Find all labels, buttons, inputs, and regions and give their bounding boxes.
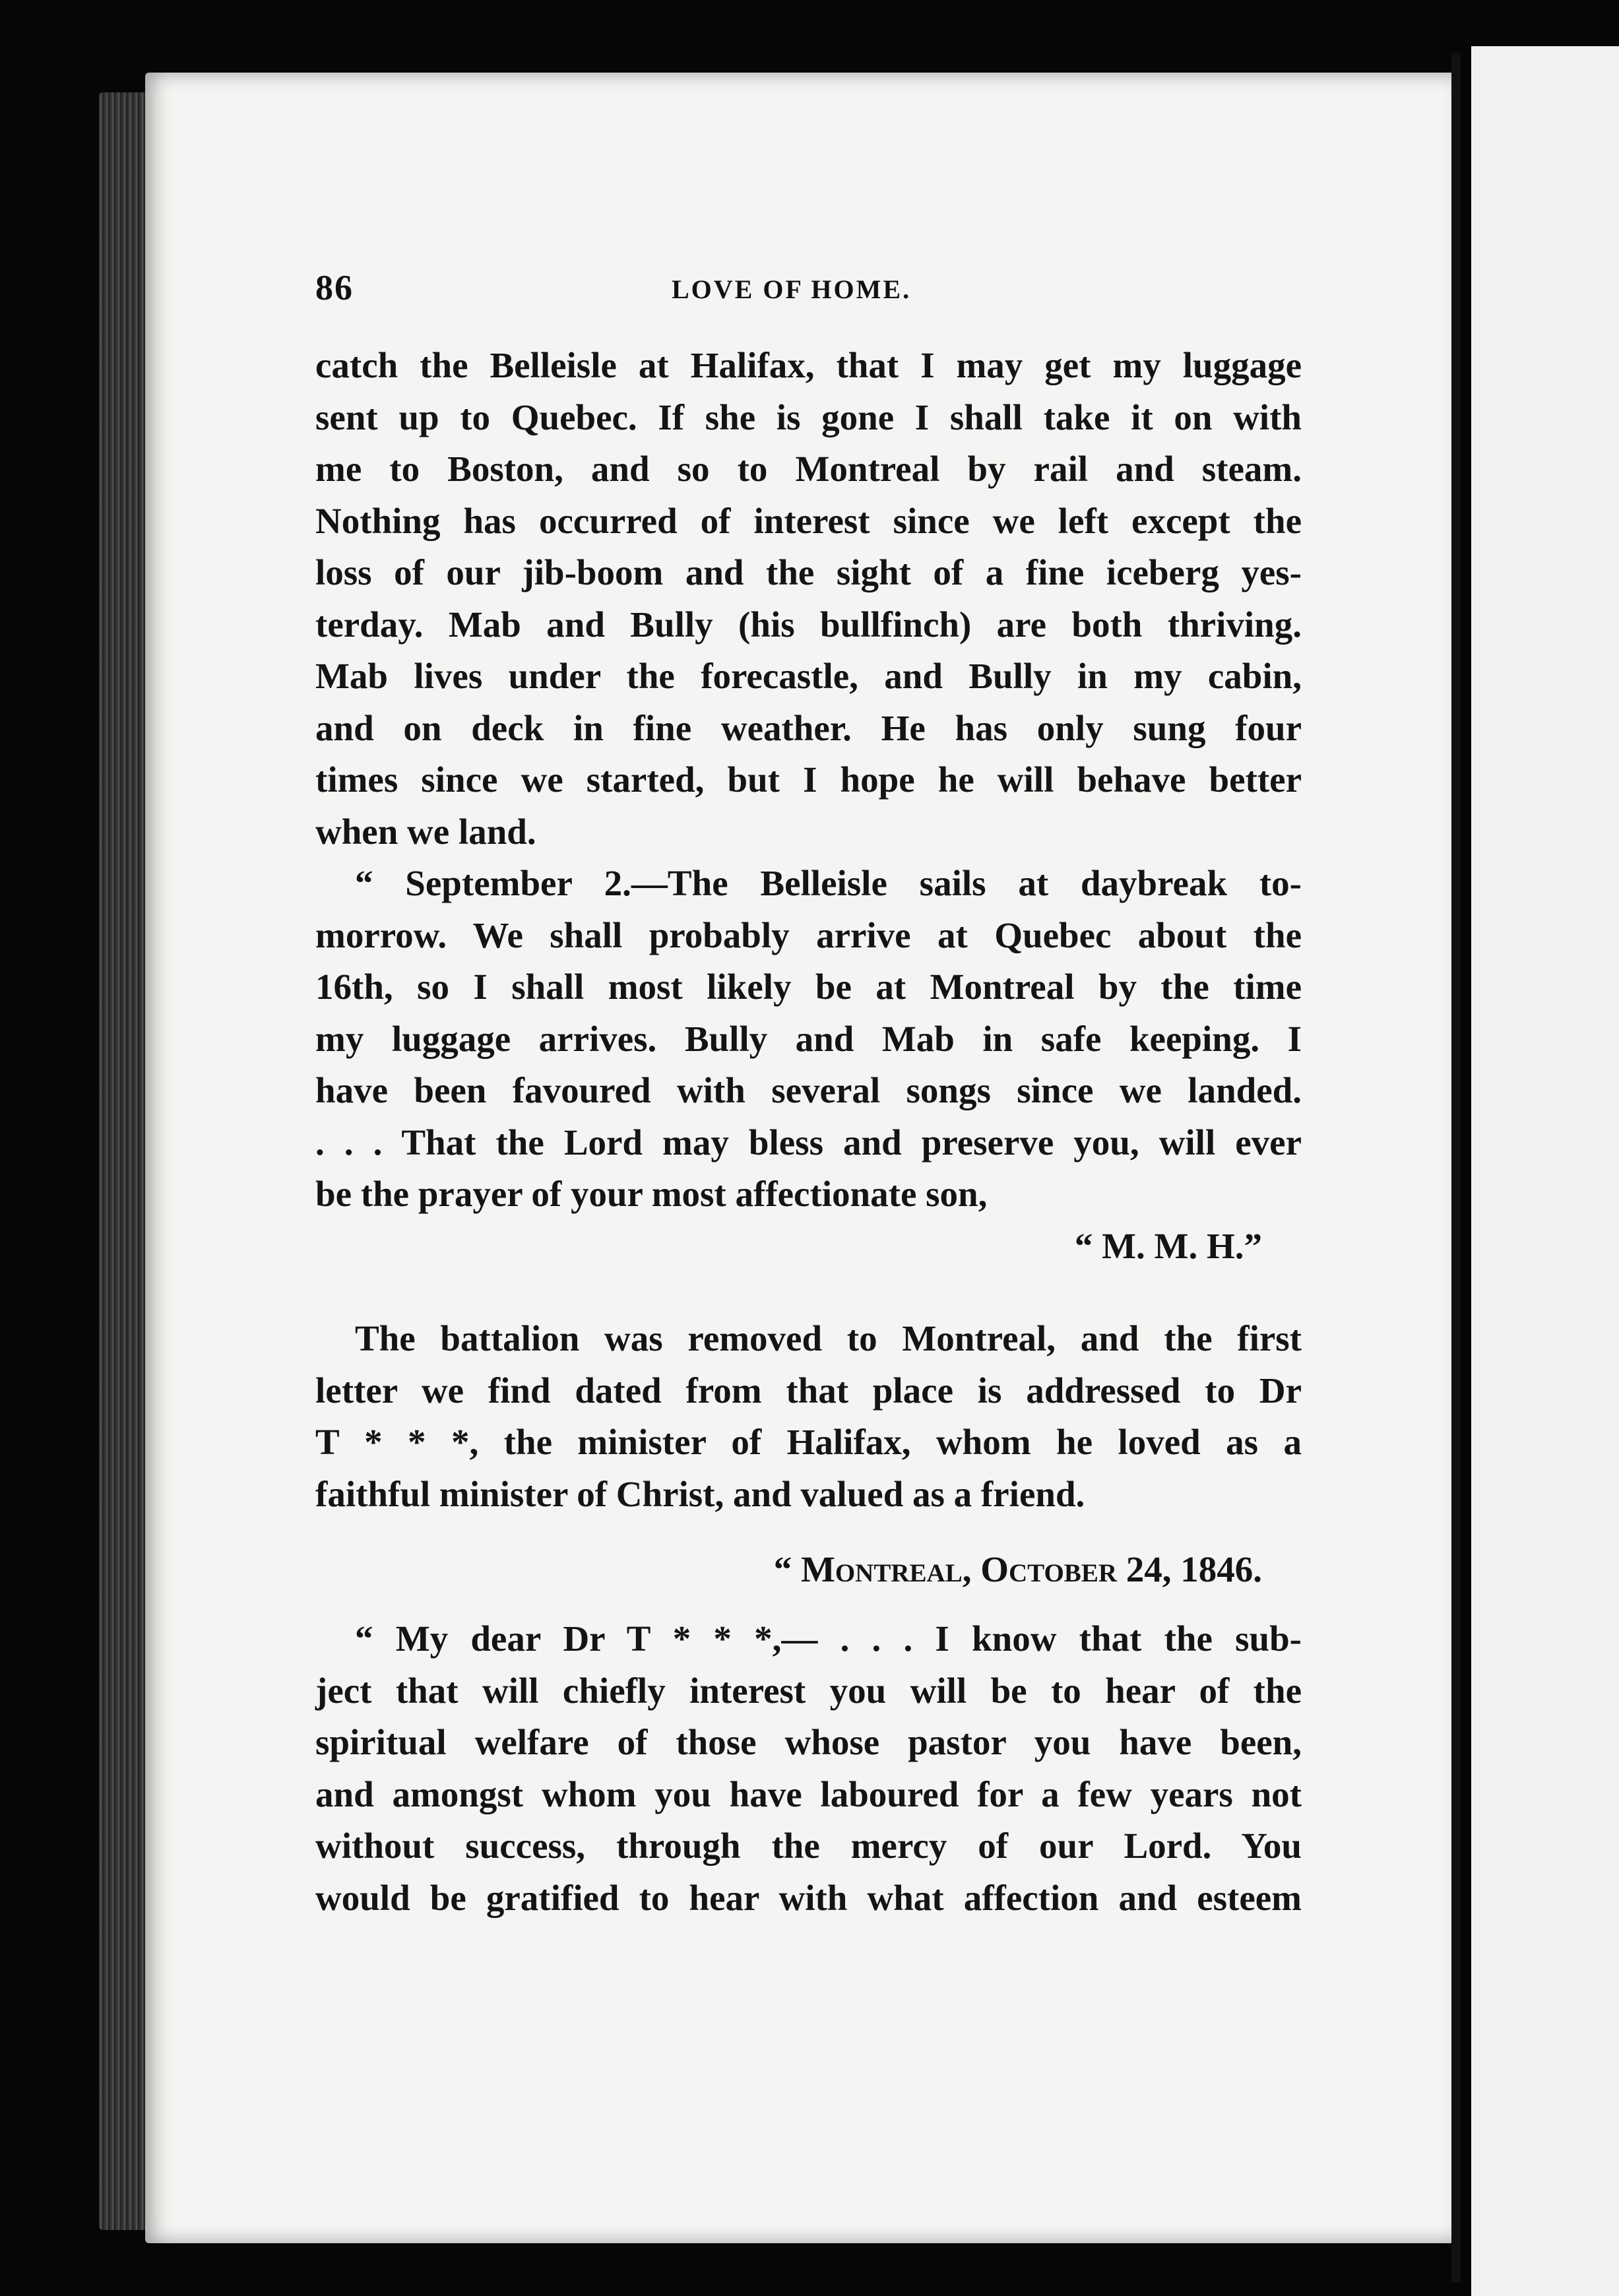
text-line: faithful minister of Christ, and valued as a friend. <box>315 1473 1085 1514</box>
text-line: spiritual welfare of those whose pastor you have been, <box>315 1722 1302 1762</box>
text-line: . . . That the Lord may bless and preserve you, will ever <box>315 1122 1302 1163</box>
text-line: and amongst whom you have laboured for a few years not <box>315 1773 1302 1814</box>
text-line: and on deck in fine weather. He has only sung four <box>315 707 1302 748</box>
text-line: The battalion was removed to Montreal, and the first <box>355 1318 1302 1358</box>
text-line: me to Boston, and so to Montreal by rail and steam. <box>315 449 1302 489</box>
page-number: 86 <box>315 268 354 307</box>
text-line: times since we started, but I hope he will behave better <box>315 759 1302 800</box>
text-line: Mab lives under the forecastle, and Bully in my cabin, <box>315 656 1302 696</box>
text-line: when we land. <box>315 811 536 852</box>
text-line: letter we find dated from that place is addressed to Dr <box>315 1370 1302 1411</box>
text-line: “ My dear Dr T * * *,— . . . I know that the sub- <box>355 1618 1302 1659</box>
text-line: “ September 2.—The Belleisle sails at daybreak to- <box>355 863 1302 903</box>
running-title: LOVE OF HOME. <box>672 274 912 304</box>
paragraph-letter-continuation <box>315 340 1302 1272</box>
text-line: have been favoured with several songs since we landed. <box>315 1070 1302 1110</box>
page-header <box>315 267 1292 313</box>
letter-dateline-block <box>315 1544 1302 1596</box>
page-gutter <box>1451 53 1461 2283</box>
letter-dateline: “ Montreal, October 24, 1846. <box>773 1549 1262 1589</box>
letter-signature: “ M. M. H.” <box>1074 1225 1262 1266</box>
text-line: catch the Belleisle at Halifax, that I may get my luggage <box>315 345 1302 385</box>
text-line: without success, through the mercy of our Lord. You <box>315 1826 1302 1866</box>
text-line: loss of our jib-boom and the sight of a fine iceberg yes- <box>315 552 1302 592</box>
text-line: be the prayer of your most affectionate son, <box>315 1174 988 1214</box>
text-line: sent up to Quebec. If she is gone I shall take it on with <box>315 397 1302 437</box>
text-line: morrow. We shall probably arrive at Quebec about the <box>315 914 1302 955</box>
text-line: terday. Mab and Bully (his bullfinch) are both thriving. <box>315 604 1302 645</box>
text-line: ject that will chiefly interest you will be to hear of the <box>315 1670 1302 1711</box>
text-line: 16th, so I shall most likely be at Montreal by the time <box>315 967 1302 1007</box>
paragraph-letter <box>315 1613 1302 1924</box>
adjacent-page <box>1471 46 1619 2296</box>
text-line: T * * *, the minister of Halifax, whom he loved as a <box>315 1422 1302 1462</box>
paragraph-narration <box>315 1313 1302 1520</box>
text-line: would be gratified to hear with what affection and esteem <box>315 1877 1302 1918</box>
text-line: Nothing has occurred of interest since we left except the <box>315 500 1302 541</box>
text-line: my luggage arrives. Bully and Mab in safe keeping. I <box>315 1018 1302 1059</box>
